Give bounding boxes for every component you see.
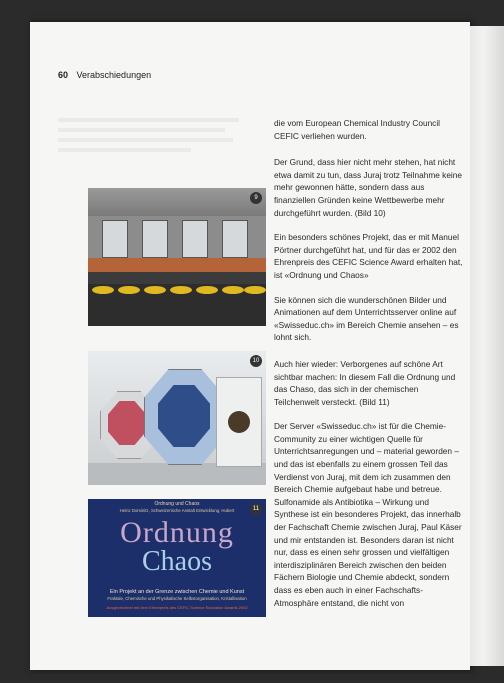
poster-title-chaos: Chaos xyxy=(142,546,212,577)
lab-stool xyxy=(170,286,192,294)
lab-stool xyxy=(196,286,218,294)
lab-stool xyxy=(92,286,114,294)
figure-lab-photo xyxy=(88,188,266,326)
paragraph: Der Grund, dass hier nicht mehr stehen, hat nicht etwa damit zu tun, dass Juraj trotz Teilnahme keine mehr gewonnen hätte, sondern dass aus finanziellen Gründen keine Wettbewerbe mehr durchgeführt wurden. (Bild 10) xyxy=(274,157,463,218)
next-page-edge xyxy=(470,26,504,666)
poster-title-ordnung: Ordnung xyxy=(120,516,234,549)
lab-window xyxy=(222,220,248,258)
lab-stool xyxy=(222,286,244,294)
lab-window xyxy=(142,220,168,258)
figure-number-badge: 10 xyxy=(250,355,262,367)
body-text-column xyxy=(274,117,464,609)
figure-poster xyxy=(88,499,266,617)
poster-subtitle-2: Fraktale, Chemische und Physikalische Selbstorganisation, Kristallisation xyxy=(107,596,247,601)
paragraph: die vom European Chemical Industry Council CEFIC verliehen wurden. xyxy=(274,118,441,141)
paragraph: Ein besonders schönes Projekt, das er mit Manuel Pörtner durchgeführt hat, und für das er 2002 den Ehrenpreis des CEFIC Science Award erhalten hat, ist «Ordnung und Chaos» xyxy=(274,232,463,280)
lab-ceiling xyxy=(88,188,266,216)
poster-award-line: Ausgezeichnet mit dem Ehrenpreis des CEFIC Science Education Awards 2002 xyxy=(106,605,248,610)
figure-number-badge: 11 xyxy=(250,503,262,515)
award-plate-inner xyxy=(108,401,146,445)
running-header xyxy=(58,70,151,80)
lab-bench-front xyxy=(88,272,266,284)
figure-number-badge: 9 xyxy=(250,192,262,204)
background-top xyxy=(0,0,504,22)
poster-top-title: Ordnung und Chaos xyxy=(154,501,200,507)
page-number: 60 xyxy=(58,70,69,80)
lab-stool xyxy=(244,286,266,294)
show-through-text xyxy=(58,118,248,158)
lab-window xyxy=(102,220,128,258)
poster-subtitle: Ein Projekt an der Grenze zwischen Chemie und Kunst xyxy=(109,589,245,595)
paragraph: Sulfonamide als Antibiotika – Wirkung und Synthese ist ein besonderes Projekt, das innerhalb der Fachschaft Chemie zwischen Juraj, Paul Käser und mir entstanden ist. Besonders daran ist nicht nur, dass es einen sehr grossen und vielfältigen interdisziplinären Bereich zwischen den beiden Fächern Biologie und Chemie abdeckt, sondern dass es eben auch in einer Fachschafts-Atmosphäre entstand, die nicht von xyxy=(274,496,462,608)
lab-stool xyxy=(118,286,140,294)
lab-bench xyxy=(88,258,266,272)
award-medal xyxy=(228,411,250,433)
paragraph: Der Server «Swisseduc.ch» ist für die Chemie-Community zu einer wichtigen Quelle für Unterrichtsanregungen und – material geworden – und das ist ebenfalls zu einem grossen Teil das Verdienst von Juraj, mit dem ich zusammen den Bereich Chemie aufgebaut habe und betreue. xyxy=(274,421,459,495)
figure-award-photo xyxy=(88,351,266,485)
paragraph: Auch hier wieder: Verborgenes auf schöne Art sichtbar machen: In diesem Fall die Ordnung und das Chaso, das sich in der chemischen Teilchenwelt versteckt. (Bild 11) xyxy=(274,358,456,407)
section-title: Verabschiedungen xyxy=(76,70,152,80)
paragraph: Sie können sich die wunderschönen Bilder und Animationen auf dem Unterrichtsserver online auf «Swisseduc.ch» im Bereich Chemie ansehen – es lohnt sich. xyxy=(274,294,459,343)
lab-window xyxy=(182,220,208,258)
lab-stool xyxy=(144,286,166,294)
poster-top-subtitle: Heinz Dominitz, Schweizerische Anstalt Entwicklung, Hubert xyxy=(119,508,235,513)
